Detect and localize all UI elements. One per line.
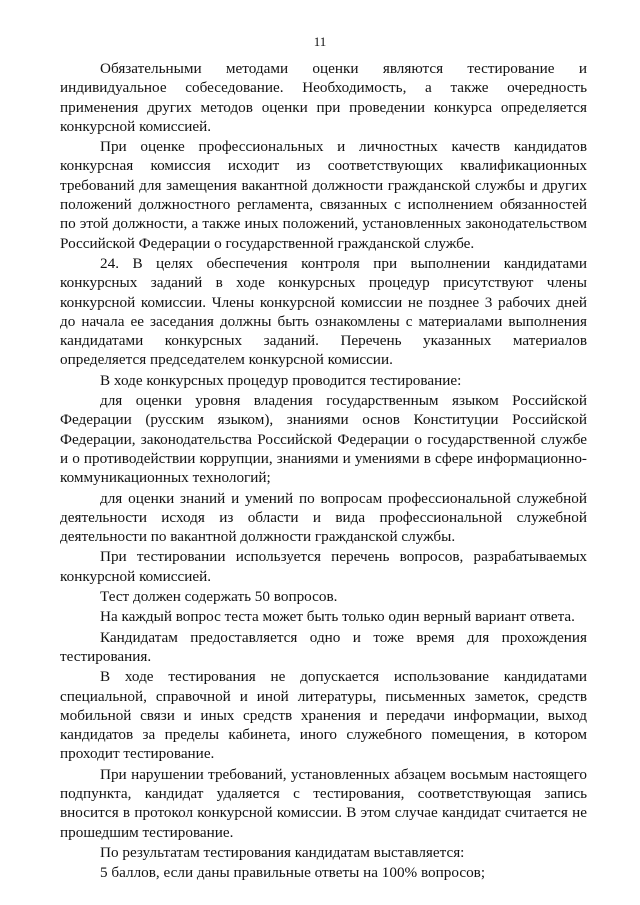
paragraph-single-answer: На каждый вопрос теста может быть только один верный вариант ответа. bbox=[100, 608, 575, 626]
paragraph-testing-language-law: для оценки уровня владения государственным языком Российской Федерации (русским языком), знаниями основ Конституции Российской Федерации, законодательства Российской Федерации о государственной службе и о противодействии коррупции, знаниями и умениями в сфере информационно-коммуникационных технологий; bbox=[60, 392, 587, 487]
paragraph-score-5: 5 баллов, если даны правильные ответы на 100% вопросов; bbox=[100, 864, 486, 882]
paragraph-question-count: Тест должен содержать 50 вопросов. bbox=[100, 588, 338, 606]
document-body bbox=[60, 59, 587, 882]
paragraph-item-24-control: 24. В целях обеспечения контроля при выполнении кандидатами конкурсных заданий в ходе конкурсных процедур присутствуют члены конкурсной комиссии. Члены конкурсной комиссии не позднее 3 рабочих дней до начала ее заседания должны быть ознакомлены с материалами выполнения кандидатами конкурсных заданий. Перечень указанных материалов определяется председателем конкурсной комиссии. bbox=[60, 254, 587, 369]
paragraph-violation-removal: При нарушении требований, установленных абзацем восьмым настоящего подпункта, кандидат удаляется с тестирования, соответствующая запись вносится в протокол конкурсной комиссии. В этом случае кандидат считается не прошедшим тестирование. bbox=[60, 765, 587, 841]
page-number: 11 bbox=[313, 34, 327, 49]
paragraph-required-methods: Обязательными методами оценки являются тестирование и индивидуальное собеседование. Необходимость, а также очередность применения других методов оценки при проведении конкурса определяется конкурсной комиссией. bbox=[60, 60, 587, 135]
paragraph-testing-intro: В ходе конкурсных процедур проводится тестирование: bbox=[100, 371, 462, 389]
paragraph-equal-time: Кандидатам предоставляется одно и тоже время для прохождения тестирования. bbox=[60, 628, 587, 665]
paragraph-testing-professional: для оценки знаний и умений по вопросам профессиональной служебной деятельности исходя из области и вида профессиональной служебной деятельности по вакантной должности гражданской службы. bbox=[60, 489, 587, 546]
paragraph-question-list: При тестировании используется перечень вопросов, разрабатываемых конкурсной комиссией. bbox=[60, 548, 587, 585]
paragraph-evaluation-criteria: При оценке профессиональных и личностных качеств кандидатов конкурсная комиссия исходит из соответствующих квалификационных требований для замещения вакантной должности гражданской службы и других положений должностного регламента, связанных с исполнением обязанностей по этой должности, а также иных положений, установленных законодательством Российской Федерации о государственной гражданской службе. bbox=[60, 138, 587, 252]
paragraph-prohibitions: В ходе тестирования не допускается использование кандидатами специальной, справочной и иной литературы, письменных заметок, средств мобильной связи и иных средств хранения и передачи информации, выход кандидатов за пределы кабинета, иного служебного помещения, в котором проходит тестирование. bbox=[60, 668, 587, 763]
paragraph-scoring-intro: По результатам тестирования кандидатам выставляется: bbox=[100, 843, 465, 861]
